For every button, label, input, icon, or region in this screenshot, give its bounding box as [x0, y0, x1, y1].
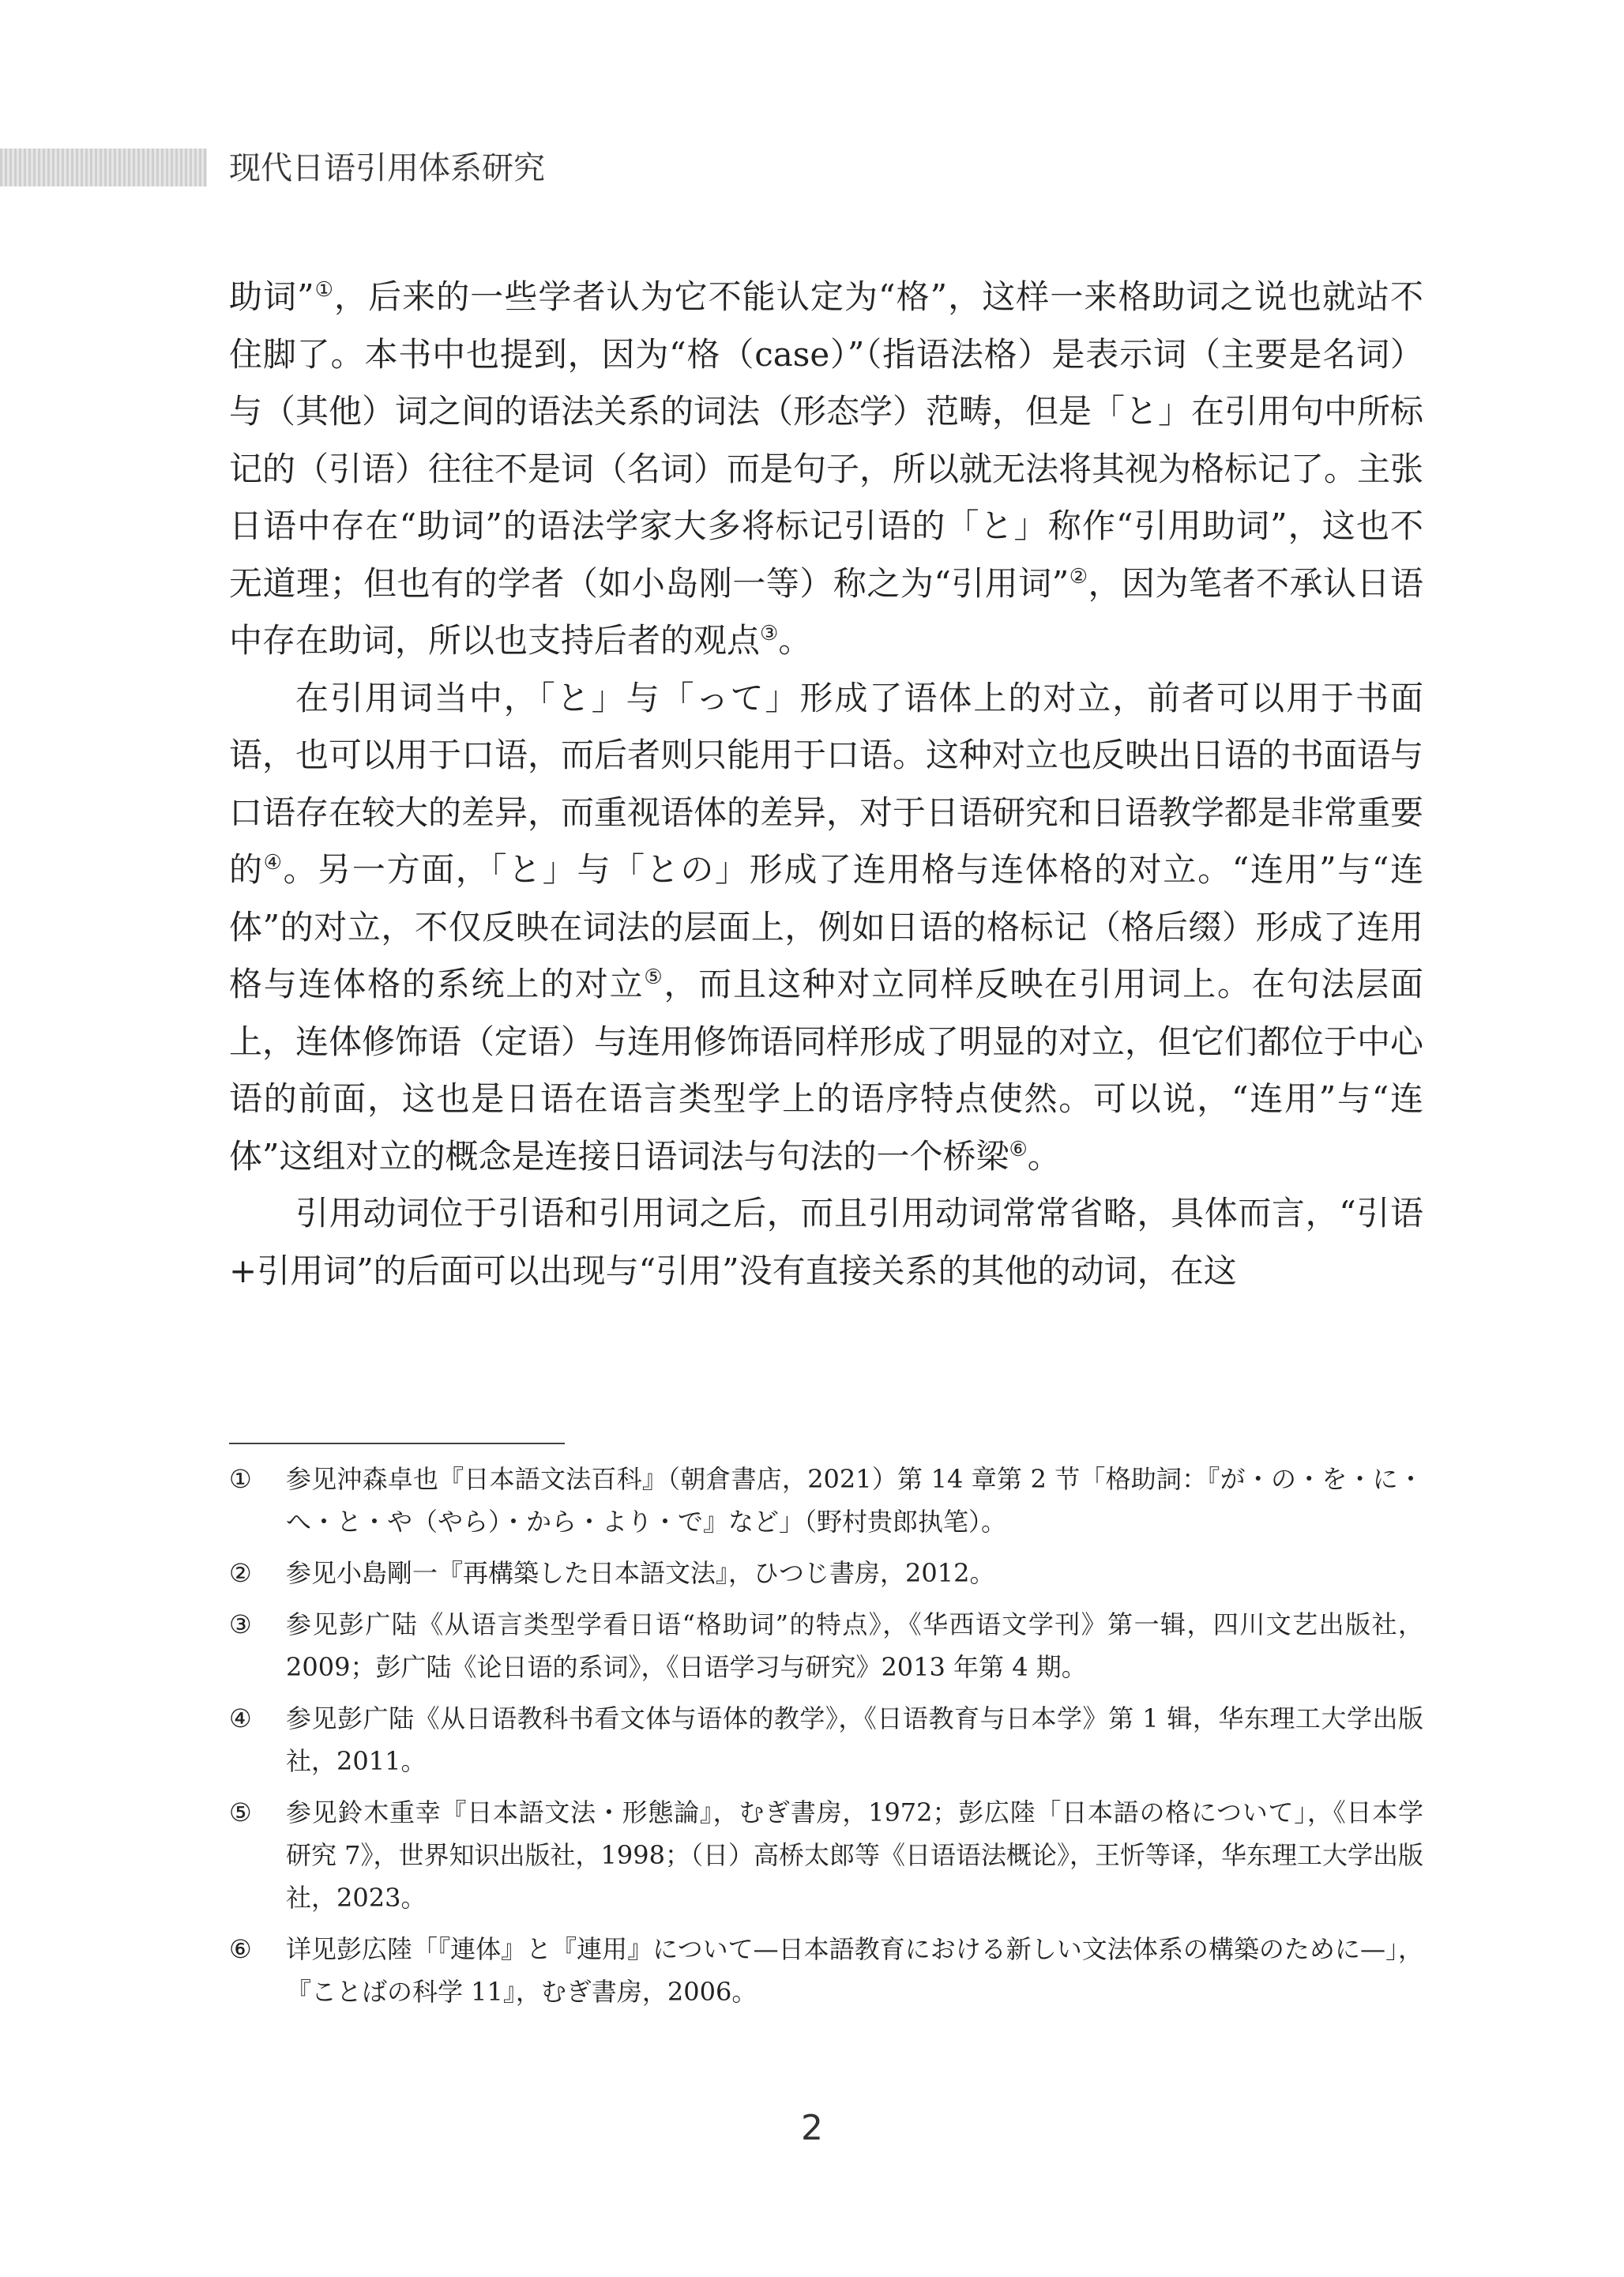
paragraph-3: 引用动词位于引语和引用词之后，而且引用动词常常省略，具体而言，“引语+引用词”的后面可以出现与“引用”没有直接关系的其他的动词，在这	[229, 1194, 1423, 1290]
footnote-ref-6[interactable]: ⑥	[1009, 1137, 1028, 1161]
footnote-3	[229, 1603, 1423, 1688]
main-text	[229, 269, 1423, 1300]
footnote-text: 参见鈴木重幸『日本語文法・形態論』，むぎ書房，1972；彭広陸「日本語の格について」，《日本学研究 7》，世界知识出版社，1998；（日）高桥太郎等《日语语法概论》，王忻等译，华东理工大学出版社，2023。	[286, 1797, 1423, 1913]
footnote-text: 参见彭广陆《从日语教科书看文体与语体的教学》，《日语教育与日本学》第 1 辑，华东理工大学出版社，2011。	[286, 1703, 1423, 1776]
paragraph-2: 在引用词当中，「と」与「って」形成了语体上的对立，前者可以用于书面语，也可以用于口语，而后者则只能用于口语。这种对立也反映出日语的书面语与口语存在较大的差异，而重视语体的差异，对于日语研究和日语教学都是非常重要的④。另一方面，「と」与「との」形成了连用格与连体格的对立。“连用”与“连体”的对立，不仅反映在词法的层面上，例如日语的格标记（格后缀）形成了连用格与连体格的系统上的对立⑤，而且这种对立同样反映在引用词上。在句法层面上，连体修饰语（定语）与连用修饰语同样形成了明显的对立，但它们都位于中心语的前面，这也是日语在语言类型学上的语序特点使然。可以说，“连用”与“连体”这组对立的概念是连接日语词法与句法的一个桥梁⑥。	[229, 678, 1424, 1176]
footnote-text: 参见沖森卓也『日本語文法百科』（朝倉書店，2021）第 14 章第 2 节「格助詞：『が・の・を・に・へ・と・や（やら）・から・より・で』など」（野村贵郎执笔）。	[286, 1464, 1423, 1537]
footnote-ref-4[interactable]: ④	[263, 851, 284, 875]
footnote-text: 参见小島剛一『再構築した日本語文法』，ひつじ書房，2012。	[286, 1558, 995, 1588]
footnote-ref-5[interactable]: ⑤	[644, 965, 664, 989]
paragraph-1: 助词”①，后来的一些学者认为它不能认定为“格”，这样一来格助词之说也就站不住脚了。本书中也提到，因为“格（case）”（指语法格）是表示词（主要是名词）与（其他）词之间的语法关系的词法（形态学）范畴，但是「と」在引用句中所标记的（引语）往往不是词（名词）而是句子，所以就无法将其视为格标记了。主张日语中存在“助词”的语法学家大多将标记引语的「と」称作“引用助词”，这也不无道理；但也有的学者（如小岛刚一等）称之为“引用词”②，因为笔者不承认日语中存在助词，所以也支持后者的观点③。	[229, 277, 1424, 660]
footnotes-section	[229, 1458, 1423, 2022]
footnote-ref-3[interactable]: ③	[760, 622, 779, 645]
footnote-divider	[229, 1443, 565, 1444]
footnote-2	[229, 1552, 1423, 1594]
running-header-title: 现代日语引用体系研究	[229, 150, 545, 186]
footnote-number: ③	[229, 1609, 252, 1639]
footnote-6	[229, 1928, 1423, 2013]
footnote-number: ①	[229, 1464, 252, 1494]
footnote-4	[229, 1697, 1423, 1782]
footnote-5	[229, 1791, 1423, 1919]
header-decoration-bar	[0, 149, 207, 186]
footnote-text: 参见彭广陆《从语言类型学看日语“格助词”的特点》，《华西语文学刊》第一辑，四川文艺出版社，2009；彭广陆《论日语的系词》，《日语学习与研究》2013 年第 4 期。	[286, 1609, 1423, 1682]
footnote-number: ②	[229, 1558, 252, 1588]
footnote-text: 详见彭広陸「『連体』と『連用』について—日本語教育における新しい文法体系の構築のために—」，『ことばの科学 11』，むぎ書房，2006。	[286, 1934, 1423, 2007]
footnote-1	[229, 1458, 1423, 1543]
footnote-number: ⑤	[229, 1797, 252, 1827]
footnote-number: ⑥	[229, 1934, 252, 1964]
footnote-number: ④	[229, 1703, 252, 1733]
footnote-ref-2[interactable]: ②	[1069, 564, 1088, 589]
footnote-ref-1[interactable]: ①	[314, 278, 335, 302]
page-number: 2	[801, 2108, 823, 2148]
